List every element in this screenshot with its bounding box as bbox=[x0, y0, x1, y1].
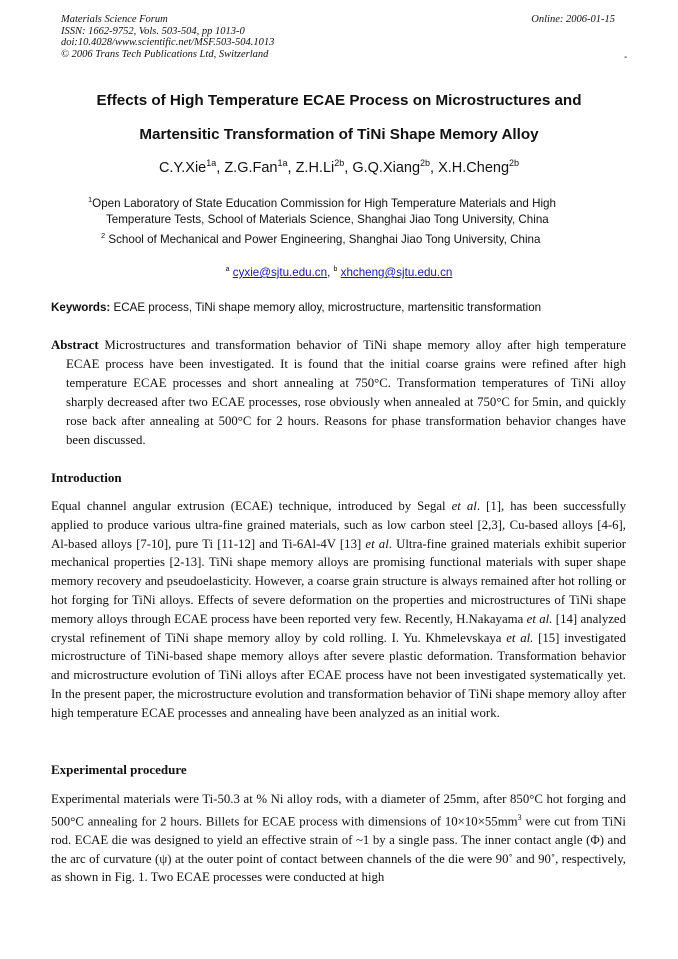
italic-run: et al. bbox=[526, 611, 553, 626]
affiliation-2 bbox=[101, 231, 540, 246]
paper-title-line-1: Effects of High Temperature ECAE Process on Microstructures and bbox=[96, 92, 582, 109]
section-heading-experimental: Experimental procedure bbox=[51, 762, 187, 777]
affiliation-text: Open Laboratory of State Education Commission for High Temperature Materials and High bbox=[92, 196, 556, 210]
author: C.Y.Xie bbox=[158, 159, 207, 176]
author: G.Q.Xiang bbox=[352, 159, 421, 176]
author-affil-sup: 1a bbox=[277, 158, 288, 168]
affiliation-sup: 1 bbox=[88, 195, 93, 204]
abstract-text: Microstructures and transformation behavior of TiNi shape memory alloy after high temperature ECAE process have been investigated. It is found that the initial coarse grains were refined after high temperature ECAE processes and short annealing at 750°C. Transformation temperatures of TiNi alloy sharply decreased after two ECAE processes, rose obviously when annealed at 750°C for 5min, and quickly rose back after annealing at 500°C for 2 hours. Reasons for phase transformation behavior changes have been discussed. bbox=[66, 338, 626, 447]
abstract bbox=[51, 336, 626, 450]
keywords-text: ECAE process, TiNi shape memory alloy, microstructure, martensitic transformation bbox=[110, 301, 542, 314]
online-date: Online: 2006-01-15 bbox=[531, 14, 615, 25]
paper-title-line-2: Martensitic Transformation of TiNi Shape Memory Alloy bbox=[139, 126, 539, 143]
experimental-paragraph bbox=[51, 790, 626, 887]
text-run: were cut from TiNi rod. ECAE die was designed to yield an effective strain of ~1 by a single pass. The inner contact angle (Φ) and the arc of curvature (ψ) at the outer point of contact between channels of the die were 90˚ and 90˚, respectively, as shown in Fig. 1. Two ECAE processes were conducted at high bbox=[51, 814, 626, 885]
text-run: [14] analyzed crystal refinement of TiNi shape memory alloy by cold rolling. I. Yu. Khmelevskaya bbox=[51, 611, 626, 645]
author: X.H.Cheng bbox=[438, 159, 510, 176]
keywords bbox=[51, 301, 541, 314]
text-run: . Ultra-fine grained materials exhibit superior mechanical properties [2-13]. TiNi shape memory alloys are promising functional materials with super shape memory recovery and pseudoelasticity. However, a coarse grain structure is always remained after hot rolling or hot forging for TiNi alloys. Effects of severe deformation on the properties and microstructures of TiNi shape memory alloys through ECAE process have been reported very few. Recently, H.Nakayama bbox=[51, 536, 626, 626]
author-sep: , bbox=[216, 159, 225, 176]
abstract-label: Abstract bbox=[51, 338, 99, 352]
journal-header bbox=[61, 14, 274, 60]
italic-run: et al. bbox=[506, 630, 534, 645]
affiliation-1-line-2: Temperature Tests, School of Materials Science, Shanghai Jiao Tong University, China bbox=[106, 213, 549, 226]
affiliation-sup: 2 bbox=[101, 231, 106, 240]
copyright: © 2006 Trans Tech Publications Ltd, Switzerland bbox=[61, 48, 269, 60]
author-sep: , bbox=[344, 159, 353, 176]
email-sup: b bbox=[333, 266, 338, 274]
email-sep: , bbox=[327, 266, 334, 279]
introduction-paragraph bbox=[51, 497, 626, 723]
affiliation-1-line-1 bbox=[88, 195, 556, 210]
issn: ISSN: 1662-9752, Vols. 503-504, pp 1013-0 bbox=[61, 25, 245, 37]
email-link-a[interactable]: cyxie@sjtu.edu.cn bbox=[232, 266, 328, 279]
email-link-b[interactable]: xhcheng@sjtu.edu.cn bbox=[340, 266, 453, 279]
doi: doi:10.4028/www.scientific.net/MSF.503-504.1013 bbox=[61, 37, 275, 48]
author-list bbox=[40, 158, 638, 176]
author-emails bbox=[40, 266, 638, 279]
author-sep: , bbox=[430, 159, 439, 176]
email-sup: a bbox=[225, 266, 230, 274]
author: Z.G.Fan bbox=[224, 159, 278, 176]
author-affil-sup: 2b bbox=[420, 158, 431, 168]
journal-name: Materials Science Forum bbox=[61, 14, 168, 25]
keywords-label: Keywords: bbox=[51, 301, 111, 314]
author-sep: , bbox=[287, 159, 296, 176]
superscript: 3 bbox=[517, 812, 522, 822]
corner-mark: - bbox=[624, 52, 628, 63]
author-affil-sup: 1a bbox=[206, 158, 217, 168]
affiliation-text: School of Mechanical and Power Engineering, Shanghai Jiao Tong University, China bbox=[105, 232, 541, 246]
text-run: [15] investigated microstructure of TiNi-based shape memory alloys after severe plastic deformation. Transformation behavior and microstructure evolution of TiNi alloys after ECAE process have not been investigated systematically yet. In the present paper, the microstructure evolution and transformation behavior of TiNi shape memory alloy after high temperature ECAE processes and annealing have been analyzed as an initial work. bbox=[51, 630, 626, 720]
author-affil-sup: 2b bbox=[334, 158, 345, 168]
italic-run: et al bbox=[451, 499, 477, 513]
italic-run: et al bbox=[365, 536, 389, 551]
section-heading-introduction: Introduction bbox=[51, 470, 122, 485]
text-run: Experimental materials were Ti-50.3 at % Ni alloy rods, with a diameter of 25mm, after 850°C hot forging and 500°C annealing for 2 hours. Billets for ECAE process with dimensions of 10×10×55mm bbox=[51, 792, 626, 829]
author: Z.H.Li bbox=[295, 159, 335, 176]
text-run: . [1], has been successfully applied to produce various ultra-fine grained materials, such as low carbon steel [2,3], Cu-based alloys [4-6], Al-based alloys [7-10], pure Ti [11-12] and Ti-6Al-4V [13] bbox=[51, 499, 626, 551]
author-affil-sup: 2b bbox=[509, 158, 520, 168]
text-run: Equal channel angular extrusion (ECAE) technique, introduced by Segal bbox=[51, 499, 452, 513]
